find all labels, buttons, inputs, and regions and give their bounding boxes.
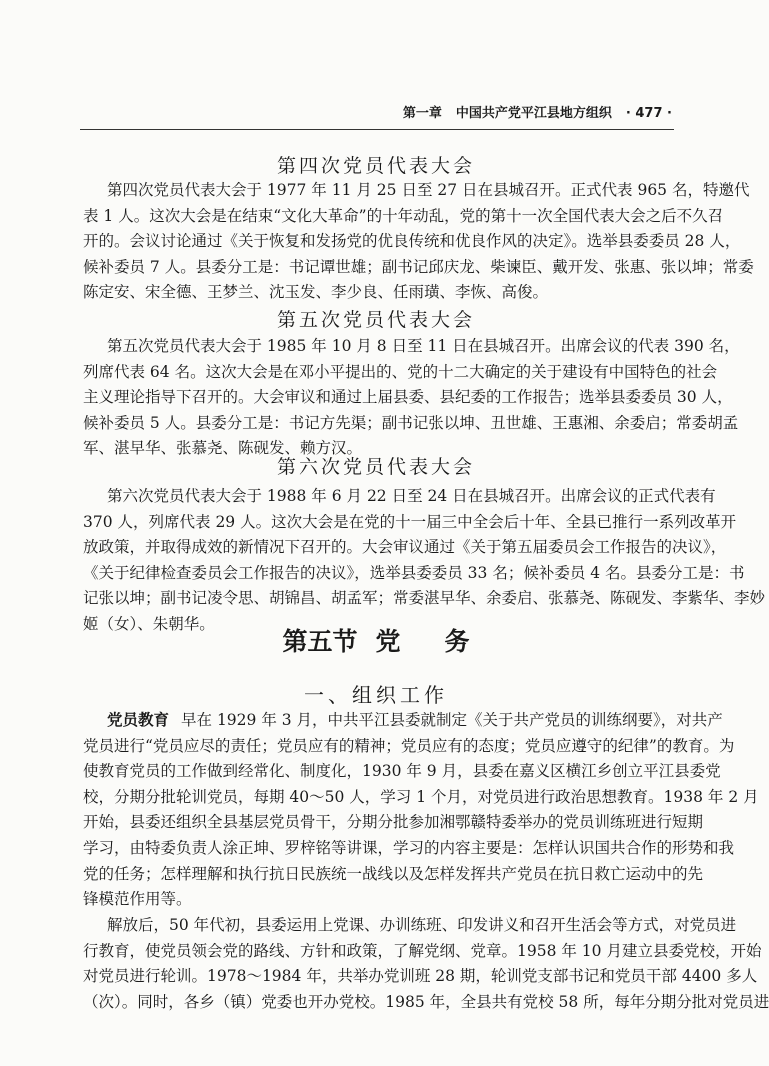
text-line [83,759,721,785]
text-line [83,734,735,760]
text-line [83,510,737,536]
page-number: · 477 · [625,106,672,121]
line-text: 对党员进行轮训。1978～1984 年，共举办党训班 28 期，轮训党支部书记和党员干部 4400 多人 [83,967,758,986]
line-text: 姬（女）、朱朝华。 [83,614,215,633]
line-text: 解放后，50 年代初，县委运用上党课、办训练班、印发讲义和召开生活会等方式，对党员进 [107,916,737,934]
paragraph-post-liberation [83,913,769,1015]
paragraph-lead-term: 党员教育 [107,711,170,729]
line-text: 开始，县委还组织全县基层党员骨干，分期分批参加湘鄂赣特委举办的党员训练班进行短期 [83,813,704,832]
line-text: 放政策，并取得成效的新情况下召开的。大会审议通过《关于第五届委员会工作报告的决议》， [83,538,727,557]
section-title-char-1: 党 [375,627,401,656]
heading-sixth-congress: 第六次党员代表大会 [276,456,475,478]
subsection-title: 一、组织工作 [304,683,448,707]
running-header [80,102,672,124]
text-line [83,411,739,437]
line-text: 记张以坤；副书记凌令思、胡锦昌、胡孟军；常委湛早华、余委启、张慕尧、陈砚发、李紫华、李妙 [83,589,766,608]
text-line [83,334,740,360]
line-text: 列席代表 64 名。这次大会是在邓小平提出的、党的十二大确定的关于建设有中国特色的社会 [83,362,718,381]
line-text: 行教育，使党员领会党的路线、方针和政策，了解党纲、党章。1958 年 10 月建立县委党校，开始 [83,941,762,960]
header-rule [80,129,674,130]
line-text: 开的。会议讨论通过《关于恢复和发扬党的优良传统和优良作风的决定》。选举县委委员 28 人， [83,232,741,251]
line-text: 第六次党员代表大会于 1988 年 6 月 22 日至 24 日在县城召开。出席会议的正式代表有 [107,487,716,505]
text-line [83,586,766,612]
text-line [83,862,704,888]
line-text: 早在 1929 年 3 月，中共平江县委就制定《关于共产党员的训练纲要》，对共产 [181,711,723,729]
line-text: （次）。同时，各乡（镇）党委也开办党校。1985 年，全县共有党校 58 所，每年分期分批对党员进 [83,992,769,1011]
text-line [83,535,727,561]
line-text: 使教育党员的工作做到经常化、制度化，1930 年 9 月，县委在嘉义区横江乡创立平江县委党 [83,762,721,781]
section-title-char-2: 务 [444,627,470,656]
text-line [83,964,758,990]
paragraph-sixth-congress [83,484,766,638]
section-title [80,622,672,658]
line-text: 军、湛早华、张慕尧、陈砚发、赖方汉。 [83,439,363,458]
line-text: 候补委员 7 人。县委分工是：书记谭世雄；副书记邱庆龙、柴谏臣、戴开发、张惠、张以坤；常委 [83,257,754,276]
line-text: 主义理论指导下召开的。大会审议和通过上届县委、县纪委的工作报告；选举县委委员 30 人， [83,388,733,407]
chapter-number: 第一章 [402,106,442,121]
text-line [83,484,716,510]
text-line [83,229,741,255]
heading-fifth-congress: 第五次党员代表大会 [276,309,475,331]
line-text: 校，分期分批轮训党员，每期 40～50 人，学习 1 个月，对党员进行政治思想教育。1938 年 2 月 [83,787,759,806]
text-line [83,990,769,1016]
text-line [83,887,673,913]
line-text: 表 1 人。这次大会是在结束“文化大革命”的十年动乱，党的第十一次全国代表大会之后不久召 [83,206,724,225]
line-text: 锋模范作用等。 [83,890,192,909]
text-line [83,204,724,230]
text-line [83,708,723,734]
paragraph-party-education [83,708,759,913]
line-text: 党的任务；怎样理解和执行抗日民族统一战线以及怎样发挥共产党员在抗日救亡运动中的先 [83,864,704,883]
text-line [83,360,718,386]
text-line [83,280,673,306]
text-line [83,178,750,204]
line-text: 党员进行“党员应尽的责任；党员应有的精神；党员应有的态度；党员应遵守的纪律”的教育。为 [83,736,735,755]
chapter-title: 中国共产党平江县地方组织 [455,106,612,121]
line-text: 候补委员 5 人。县委分工是：书记方先渠；副书记张以坤、丑世雄、王惠湘、余委启；常委胡孟 [83,413,739,432]
text-line [83,255,754,281]
line-text: 370 人，列席代表 29 人。这次大会是在党的十一届三中全会后十年、全县已推行一系列改革开 [83,512,737,531]
line-text: 陈定安、宋全德、王梦兰、沈玉发、李少良、任雨璜、李恢、高俊。 [83,283,549,302]
text-line [83,785,759,811]
text-line [83,836,735,862]
text-line [83,939,762,965]
paragraph-fifth-congress [83,334,740,462]
section-number: 第五节 [282,627,358,656]
line-text: 学习，由特委负责人涂正坤、罗梓铭等讲课，学习的内容主要是：怎样认识国共合作的形势和我 [83,838,735,857]
text-line [83,385,733,411]
text-line [83,913,737,939]
line-text: 《关于纪律检查委员会工作报告的决议》，选举县委委员 33 名；候补委员 4 名。县委分工是：书 [83,563,745,582]
heading-fourth-congress: 第四次党员代表大会 [276,155,475,177]
line-text: 第五次党员代表大会于 1985 年 10 月 8 日至 11 日在县城召开。出席会议的代表 390 名， [107,337,740,355]
text-line [83,810,704,836]
line-text: 第四次党员代表大会于 1977 年 11 月 25 日至 27 日在县城召开。正式代表 965 名，特邀代 [107,181,750,199]
paragraph-fourth-congress [83,178,754,306]
text-line [83,561,745,587]
